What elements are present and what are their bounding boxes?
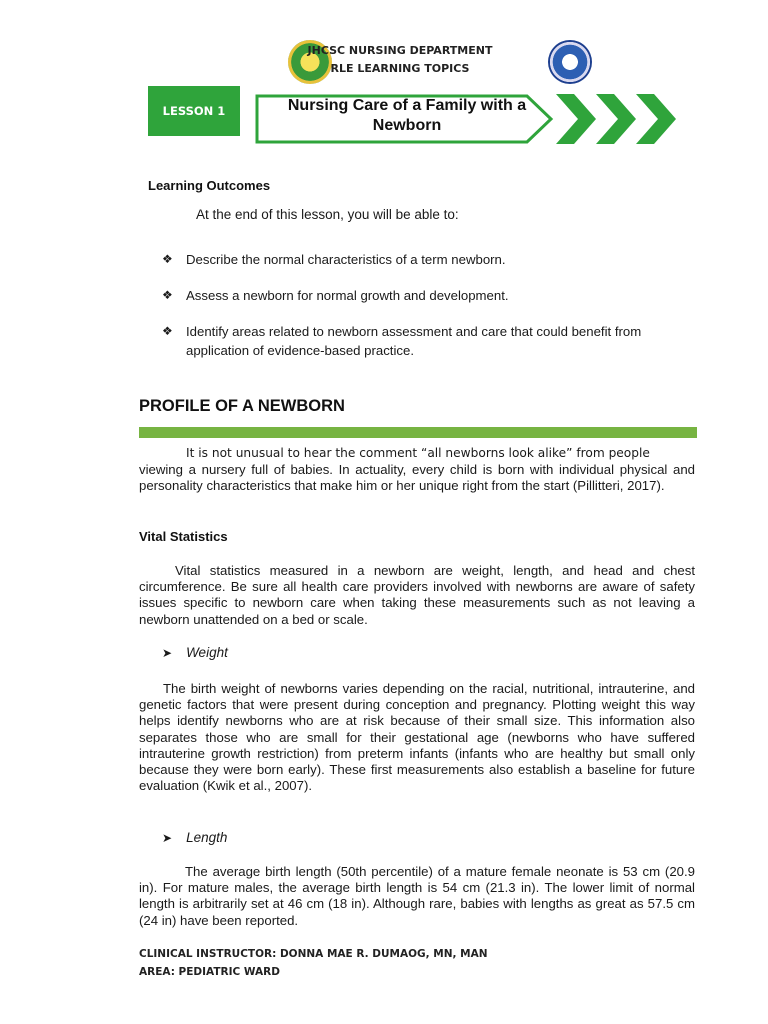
lesson-label: LESSON 1 bbox=[148, 86, 240, 136]
diamond-bullet-icon: ❖ bbox=[162, 252, 173, 266]
length-subheading: ➤ Length bbox=[162, 830, 228, 845]
chevron-arrows-icon bbox=[556, 94, 680, 144]
outcomes-intro: At the end of this lesson, you will be able to: bbox=[196, 207, 459, 222]
section-heading-profile: PROFILE OF A NEWBORN bbox=[139, 397, 345, 415]
weight-subheading: ➤ Weight bbox=[162, 645, 228, 660]
learning-topics-label: RLE LEARNING TOPICS bbox=[330, 62, 470, 75]
college-seal-right bbox=[548, 40, 592, 84]
section-divider bbox=[139, 427, 697, 438]
diamond-bullet-icon: ❖ bbox=[162, 288, 173, 302]
arrowhead-bullet-icon: ➤ bbox=[162, 831, 173, 845]
lesson-title bbox=[262, 96, 552, 136]
arrowhead-bullet-icon: ➤ bbox=[162, 646, 173, 660]
vital-statistics-heading: Vital Statistics bbox=[139, 529, 228, 544]
department-name: JHCSC NURSING DEPARTMENT bbox=[307, 44, 493, 57]
length-paragraph: The average birth length (50th percentile) of a mature female neonate is 53 cm (20.9 in). For mature males, the average birth length is 54 cm (21.3 in). The lower limit of normal length is arbitrarily set at 46 cm (18 in). Although rare, babies with lengths as great as 57.5 cm (24 in) have been reported. bbox=[139, 864, 695, 928]
weight-paragraph: The birth weight of newborns varies depending on the racial, nutritional, intrauterine, and genetic factors that were present during conception and pregnancy. Plotting weight this way helps identify newborns who are at risk because of their small size. This information also separates those who are small for their gestational age (newborns who have suffered intrauterine growth restriction) from preterm infants (infants who are healthy but small only because they were born early). These first measurements also establish a baseline for future evaluation (Kwik et al., 2007). bbox=[139, 681, 695, 794]
clinical-instructor: CLINICAL INSTRUCTOR: DONNA MAE R. DUMAOG, MN, MAN bbox=[139, 948, 488, 960]
profile-intro-first-line: It is not unusual to hear the comment “all newborns look alike” from people bbox=[186, 446, 650, 460]
lesson-title-line-2: Newborn bbox=[372, 117, 442, 134]
clinical-area: AREA: PEDIATRIC WARD bbox=[139, 966, 280, 978]
lesson-title-line-1: Nursing Care of a Family with a bbox=[287, 97, 527, 114]
vital-statistics-paragraph: Vital statistics measured in a newborn are weight, length, and head and chest circumference. Be sure all health care providers involved with newborns are aware of safety issues specific to newborn care when taking these measurements such as not leaving a newborn unattended on a bed or scale. bbox=[139, 563, 695, 627]
diamond-bullet-icon: ❖ bbox=[162, 324, 173, 338]
profile-intro-paragraph: viewing a nursery full of babies. In actuality, every child is born with individual physical and personality characteristics that make him or her unique right from the start (Pillitteri, 2017). bbox=[139, 462, 695, 494]
learning-outcomes-heading: Learning Outcomes bbox=[148, 178, 271, 193]
